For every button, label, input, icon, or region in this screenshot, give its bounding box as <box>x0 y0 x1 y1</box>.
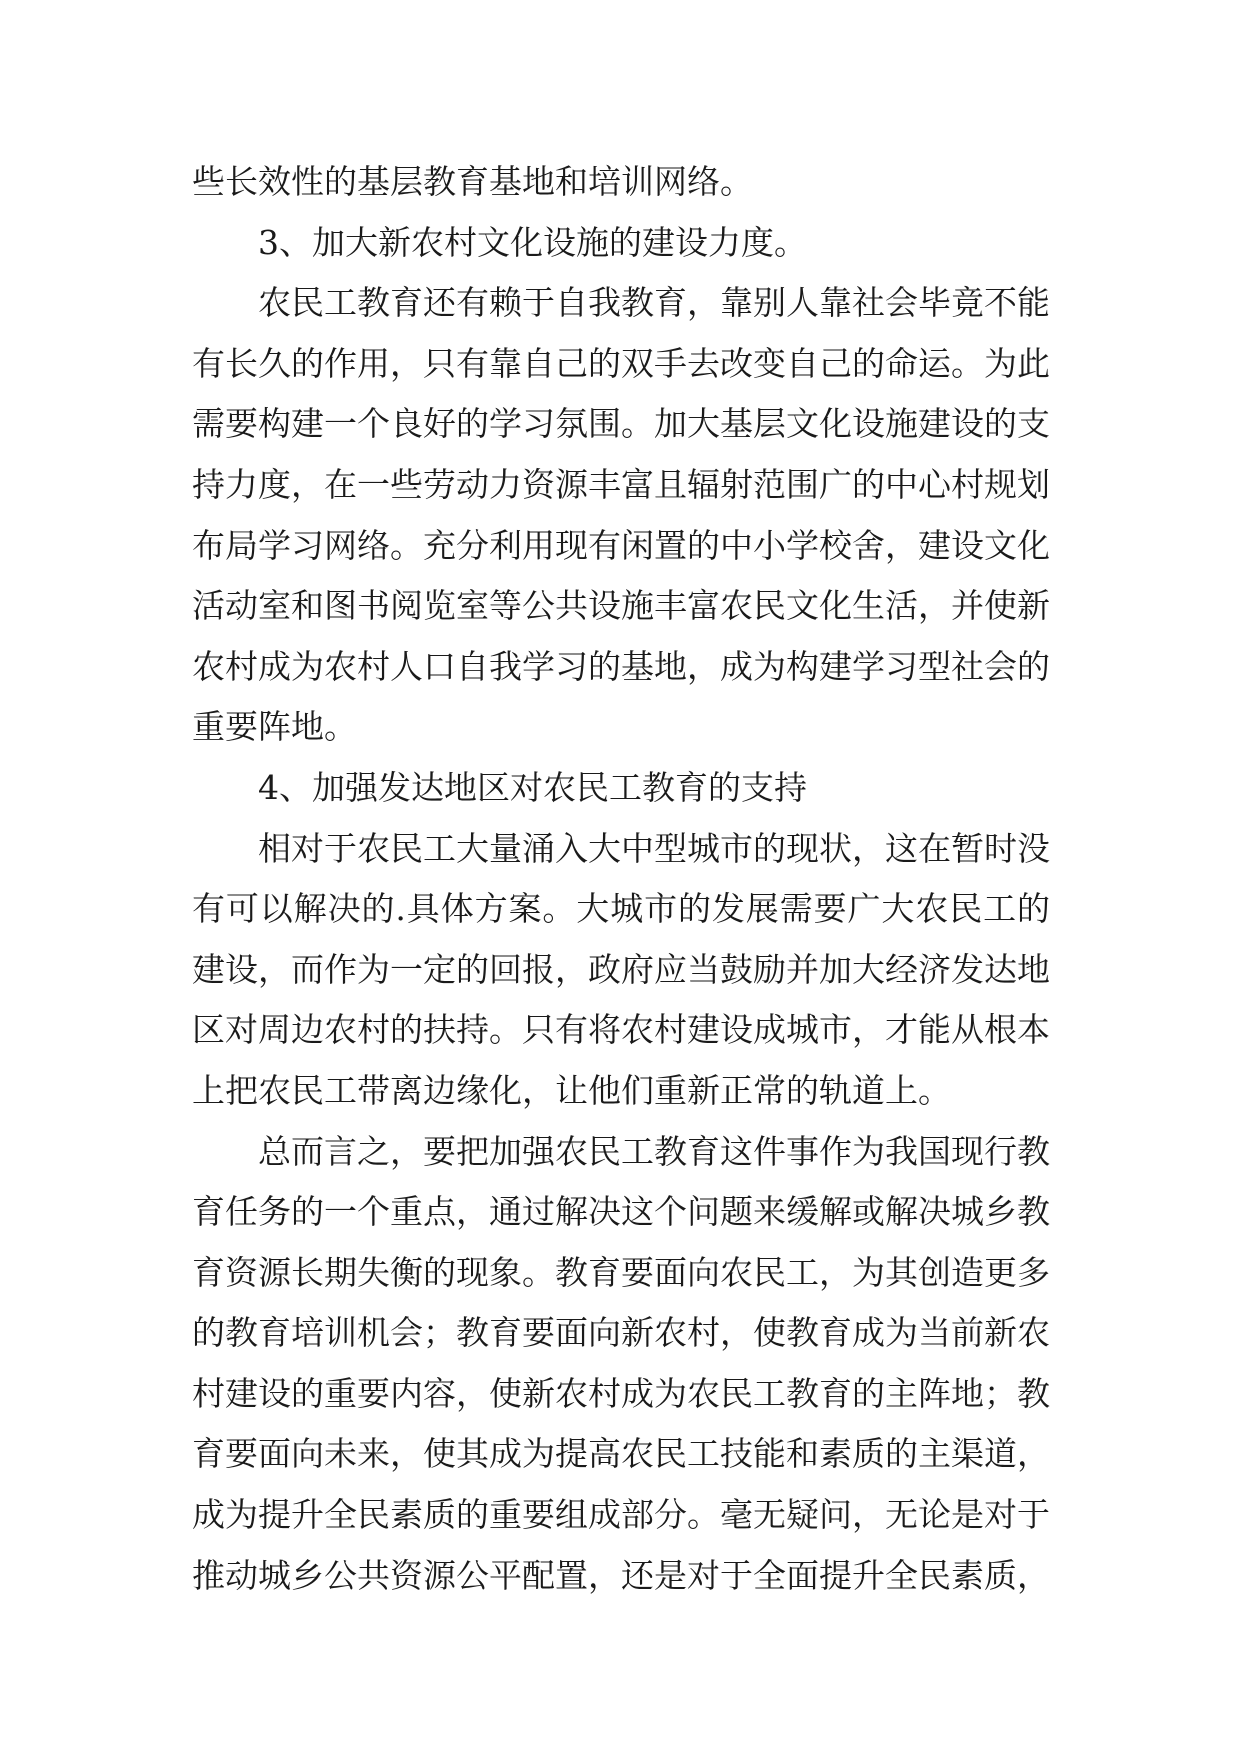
text-line: 3、加大新农村文化设施的建设力度。 <box>258 222 807 262</box>
text-line: 相对于农民工大量涌入大中型城市的现状，这在暂时没 <box>258 828 1050 868</box>
text-line: 育任务的一个重点，通过解决这个问题来缓解或解决城乡教 <box>192 1192 1050 1232</box>
text-line: 活动室和图书阅览室等公共设施丰富农民文化生活，并使新 <box>192 586 1050 626</box>
text-line: 推动城乡公共资源公平配置，还是对于全面提升全民素质， <box>192 1555 1050 1595</box>
text-line: 建设，而作为一定的回报，政府应当鼓励并加大经济发达地 <box>192 949 1050 989</box>
text-line: 育资源长期失衡的现象。教育要面向农民工，为其创造更多 <box>192 1252 1050 1292</box>
text-line: 育要面向未来，使其成为提高农民工技能和素质的主渠道， <box>192 1434 1050 1474</box>
text-line: 成为提升全民素质的重要组成部分。毫无疑问，无论是对于 <box>192 1495 1050 1535</box>
text-line: 的教育培训机会；教育要面向新农村，使教育成为当前新农 <box>192 1313 1050 1353</box>
text-line: 有可以解决的.具体方案。大城市的发展需要广大农民工的 <box>192 889 1050 929</box>
text-line: 区对周边农村的扶持。只有将农村建设成城市，才能从根本 <box>192 1010 1050 1050</box>
text-line: 农村成为农村人口自我学习的基地，成为构建学习型社会的 <box>192 646 1050 686</box>
text-line: 总而言之，要把加强农民工教育这件事作为我国现行教 <box>258 1131 1050 1171</box>
text-line: 重要阵地。 <box>192 707 357 747</box>
body-text <box>192 152 1050 1606</box>
text-line: 村建设的重要内容，使新农村成为农民工教育的主阵地；教 <box>192 1373 1050 1413</box>
text-line: 有长久的作用，只有靠自己的双手去改变自己的命运。为此 <box>192 343 1050 383</box>
text-line: 4、加强发达地区对农民工教育的支持 <box>258 767 807 807</box>
text-line: 农民工教育还有赖于自我教育，靠别人靠社会毕竟不能 <box>258 283 1050 323</box>
text-line: 布局学习网络。充分利用现有闲置的中小学校舍，建设文化 <box>192 525 1050 565</box>
text-line: 些长效性的基层教育基地和培训网络。 <box>192 162 753 201</box>
text-line: 上把农民工带离边缘化，让他们重新正常的轨道上。 <box>192 1070 951 1110</box>
text-line: 持力度，在一些劳动力资源丰富且辐射范围广的中心村规划 <box>192 464 1050 504</box>
text-line: 需要构建一个良好的学习氛围。加大基层文化设施建设的支 <box>192 404 1050 444</box>
